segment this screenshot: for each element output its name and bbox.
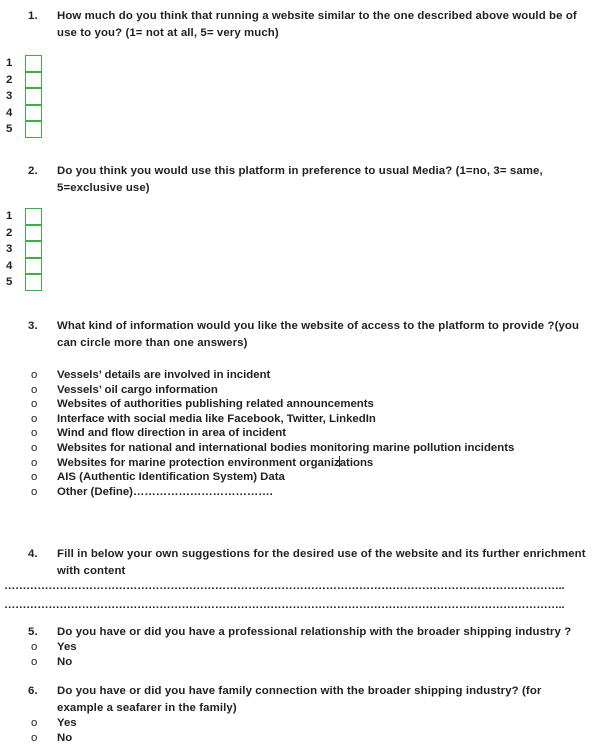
- scale-checkbox-5[interactable]: [25, 274, 42, 291]
- dotted-fill-line[interactable]: ……………………………………………………………………………………………………………………………………..: [4, 580, 565, 592]
- scale-label: 1: [6, 57, 13, 69]
- scale-checkbox-3[interactable]: [25, 241, 42, 258]
- question-6-number: 6.: [28, 685, 38, 697]
- option-item-no[interactable]: [0, 731, 603, 746]
- circle-bullet-icon: o: [31, 412, 38, 425]
- question-3-options: [0, 368, 603, 499]
- option-label: Yes: [57, 717, 77, 729]
- scale-row[interactable]: [0, 258, 42, 275]
- option-item[interactable]: [0, 412, 603, 427]
- option-item[interactable]: [0, 456, 603, 471]
- question-4-answer-lines[interactable]: [0, 578, 603, 613]
- question-6-text: Do you have or did you have family connection with the broader shipping industry? (for example a seafarer in the family): [57, 685, 542, 714]
- question-block-5: [0, 624, 603, 641]
- question-block-2: [0, 163, 603, 197]
- option-label: Yes: [57, 641, 77, 653]
- question-3-number: 3.: [28, 320, 38, 332]
- scale-checkbox-2[interactable]: [25, 225, 42, 242]
- option-item[interactable]: [0, 441, 603, 456]
- circle-bullet-icon: o: [31, 485, 38, 498]
- scale-checkbox-3[interactable]: [25, 88, 42, 105]
- scale-checkbox-4[interactable]: [25, 105, 42, 122]
- option-item[interactable]: [0, 470, 603, 485]
- scale-row[interactable]: [0, 121, 42, 138]
- question-3-text: What kind of information would you like the website of access to the platform to provide ?(you can circle more than one answers): [57, 320, 580, 349]
- scale-checkbox-5[interactable]: [25, 121, 42, 138]
- scale-row[interactable]: [0, 105, 42, 122]
- circle-bullet-icon: o: [31, 441, 38, 454]
- circle-bullet-icon: o: [31, 471, 38, 484]
- scale-row[interactable]: [0, 274, 42, 291]
- scale-row[interactable]: [0, 72, 42, 89]
- scale-checkbox-4[interactable]: [25, 258, 42, 275]
- question-4-text: Fill in below your own suggestions for the desired use of the website and its further enrichment with content: [57, 548, 586, 577]
- scale-label: 5: [6, 276, 13, 289]
- scale-row[interactable]: [0, 208, 42, 225]
- question-5: [0, 624, 603, 641]
- option-label: No: [57, 655, 73, 668]
- question-block-3: [0, 318, 603, 352]
- option-item[interactable]: [0, 383, 603, 398]
- option-label: Wind and flow direction in area of incident: [57, 427, 286, 440]
- question-2-number: 2.: [28, 165, 38, 177]
- option-item-yes[interactable]: [0, 640, 603, 655]
- circle-bullet-icon: o: [31, 398, 38, 411]
- question-block-1: [0, 8, 603, 42]
- scale-row[interactable]: [0, 88, 42, 105]
- scale-checkbox-1[interactable]: [25, 55, 42, 72]
- question-5-number: 5.: [28, 626, 38, 638]
- option-item[interactable]: [0, 397, 603, 412]
- scale-row[interactable]: [0, 55, 42, 72]
- scale-label: 5: [6, 123, 13, 136]
- question-1: [0, 8, 603, 42]
- question-6: [0, 683, 603, 717]
- option-label: Vessels’ details are involved in incident: [57, 369, 271, 381]
- question-block-6: [0, 683, 603, 717]
- circle-bullet-icon: o: [31, 717, 38, 729]
- question-6-options: [0, 716, 603, 745]
- question-3: [0, 318, 603, 352]
- circle-bullet-icon: o: [31, 369, 38, 381]
- question-2: [0, 163, 603, 197]
- scale-label: 3: [6, 90, 13, 103]
- option-label: Websites of authorities publishing related announcements: [57, 398, 374, 411]
- option-label: AIS (Authentic Identification System) Data: [57, 471, 285, 484]
- option-item-no[interactable]: [0, 655, 603, 670]
- option-item[interactable]: [0, 368, 603, 383]
- scale-label: 4: [6, 106, 13, 119]
- option-label-part-2: ations: [339, 456, 374, 469]
- scale-label: 1: [6, 210, 13, 222]
- question-1-number: 1.: [28, 10, 38, 22]
- question-1-text: How much do you think that running a website similar to the one described above would be of use to you? (1= not at all, 5= very much): [57, 10, 577, 39]
- dotted-fill-line[interactable]: ……………………………………………………………………………………………………………………………………..: [4, 599, 565, 611]
- question-block-4: [0, 546, 603, 580]
- scale-label: 2: [6, 226, 13, 239]
- option-label: Websites for national and international bodies monitoring marine pollution incidents: [57, 441, 515, 454]
- scale-label: 3: [6, 243, 13, 256]
- option-item-yes[interactable]: [0, 716, 603, 731]
- scale-checkbox-1[interactable]: [25, 208, 42, 225]
- scale-label: 2: [6, 73, 13, 86]
- rating-scale-2[interactable]: [0, 208, 42, 291]
- question-4: [0, 546, 603, 580]
- question-5-text: Do you have or did you have a professional relationship with the broader shipping industry ?: [57, 626, 572, 638]
- circle-bullet-icon: o: [31, 456, 38, 469]
- circle-bullet-icon: o: [31, 427, 38, 440]
- circle-bullet-icon: o: [31, 641, 38, 653]
- circle-bullet-icon: o: [31, 655, 38, 668]
- option-item[interactable]: [0, 485, 603, 500]
- circle-bullet-icon: o: [31, 383, 38, 396]
- question-2-text: Do you think you would use this platform in preference to usual Media? (1=no, 3= same, 5=exclusive use): [57, 165, 543, 194]
- scale-row[interactable]: [0, 225, 42, 242]
- option-label: No: [57, 731, 73, 744]
- scale-label: 4: [6, 259, 13, 272]
- option-label: Interface with social media like Facebook, Twitter, LinkedIn: [57, 412, 376, 425]
- question-4-number: 4.: [28, 548, 38, 560]
- rating-scale-1[interactable]: [0, 55, 42, 138]
- option-label-part-1: Websites for marine protection environment organiz: [57, 456, 340, 469]
- circle-bullet-icon: o: [31, 731, 38, 744]
- option-item[interactable]: [0, 426, 603, 441]
- option-label: Vessels’ oil cargo information: [57, 383, 218, 396]
- option-label: Other (Define)……………………………….: [57, 485, 273, 498]
- question-5-options: [0, 640, 603, 669]
- scale-checkbox-2[interactable]: [25, 72, 42, 89]
- scale-row[interactable]: [0, 241, 42, 258]
